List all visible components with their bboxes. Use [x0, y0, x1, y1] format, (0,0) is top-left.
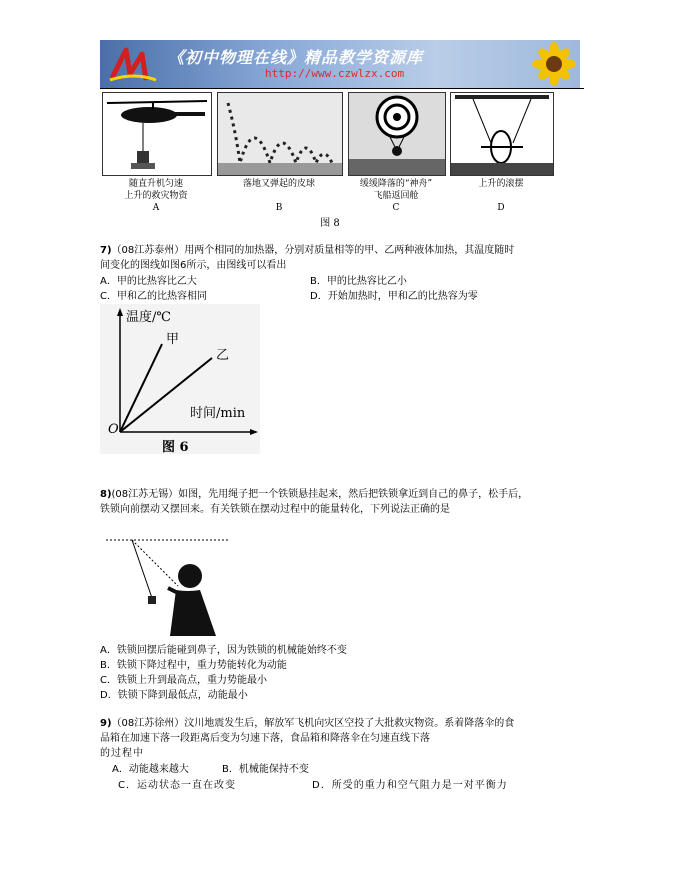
figure8-panel-c-image	[348, 92, 446, 176]
panel-letter: B	[275, 203, 283, 213]
graph-series2-label: 乙	[216, 348, 230, 363]
q9-option-c: C．运动状态一直在改变	[118, 780, 236, 791]
q7-option-b: B．甲的比热容比乙小	[310, 276, 407, 287]
q8-option-c: C．铁锁上升到最高点，重力势能最小	[100, 675, 267, 686]
bouncing-ball-icon	[218, 93, 342, 175]
q8-option-a: A．铁锁回摆后能碰到鼻子，因为铁锁的机械能始终不变	[100, 645, 347, 656]
q8-option-d: D．铁锁下降到最低点，动能最小	[100, 690, 248, 701]
figure6-graph	[100, 304, 260, 454]
figure8-label: 图 8	[320, 218, 340, 229]
caption-line: 缓缓降落的“神舟”	[359, 179, 433, 189]
graph-xlabel: 时间/min	[190, 406, 246, 421]
panel-letter: C	[392, 203, 400, 213]
q7-option-d: D．开始加热时，甲和乙的比热容为零	[310, 291, 478, 302]
y-axis-arrow	[117, 308, 123, 316]
helicopter-icon	[103, 93, 211, 175]
q9-option-d: D．所受的重力和空气阻力是一对平衡力	[312, 780, 508, 791]
figure8-panel-a-image	[102, 92, 212, 176]
header-rule	[100, 88, 584, 89]
header-title: 《初中物理在线》精品教学资源库	[168, 48, 424, 67]
graph-fig-label: 图 6	[162, 440, 189, 455]
q9-number: 9)	[100, 718, 112, 729]
caption-line: 飞船返回舱	[373, 191, 419, 201]
figure8-panel-b-image	[217, 92, 343, 176]
caption-line: 落地又弹起的皮球	[242, 179, 315, 189]
q9-stem-line3: 的过程中	[100, 748, 144, 759]
q7-number: 7)	[100, 245, 112, 256]
figure8-panel-d-caption	[450, 178, 552, 214]
q8-number: 8)	[100, 489, 112, 500]
q8-stem-line2: 铁锁向前摆动又摆回来。有关铁锁在摆动过程中的能量转化，下列说法正确的是	[100, 504, 450, 515]
q8-stem-line1	[100, 488, 528, 502]
q9-stem-line2: 品箱在加速下落一段距离后变为匀速下落，食品箱和降落伞在匀速直线下落	[100, 733, 430, 744]
header-banner	[100, 40, 580, 88]
q8-option-b: B．铁锁下降过程中，重力势能转化为动能	[100, 660, 287, 671]
logo-icon	[106, 44, 160, 84]
graph-ylabel: 温度/℃	[126, 310, 171, 325]
caption-line: 上升的滚摆	[478, 179, 524, 189]
q9-option-b: B．机械能保持不变	[222, 764, 309, 775]
pendulum-person-icon	[104, 532, 232, 640]
q9-stem-text: （08江苏徐州）汶川地震发生后，解放军飞机向灾区空投了大批救灾物资。系着降落伞的食	[111, 718, 515, 729]
figure6-svg	[100, 304, 260, 454]
sunflower-icon	[530, 42, 578, 86]
figure8-panel-a-caption	[102, 178, 210, 214]
graph-series1-label: 甲	[166, 332, 180, 347]
panel-letter: D	[497, 203, 505, 213]
q9-option-a: A．动能越来越大	[112, 764, 189, 775]
panel-letter: A	[152, 203, 160, 213]
series-jia-line	[120, 344, 162, 432]
q7-option-c: C．甲和乙的比热容相同	[100, 291, 207, 302]
q9-stem-line1	[100, 717, 514, 731]
parachute-capsule-icon	[349, 93, 445, 175]
q7-option-a: A．甲的比热容比乙大	[100, 276, 197, 287]
q7-stem-line2: 间变化的图线如图6所示，由图线可以看出	[100, 260, 287, 271]
figure8-panel-d-image	[450, 92, 554, 176]
x-axis-arrow	[250, 429, 258, 435]
figure8-panel-b-caption	[217, 178, 341, 214]
caption-line: 随直升机匀速	[128, 179, 183, 189]
q8-figure	[104, 532, 232, 640]
graph-origin: O	[108, 422, 119, 437]
header-url[interactable]: http://www.czwlzx.com	[265, 67, 405, 80]
caption-line: 上升的救灾物资	[124, 191, 188, 201]
q7-stem-text: （08江苏泰州）用两个相同的加热器，分别对质量相等的甲、乙两种液体加热，其温度随时	[111, 245, 515, 256]
q8-stem-text: (08江苏无锡）如图，先用绳子把一个铁锁悬挂起来，然后把铁锁拿近到自己的鼻子，松手后，	[111, 489, 529, 500]
q7-stem-line1	[100, 244, 514, 258]
maxwell-wheel-icon	[451, 93, 553, 175]
figure8-panel-c-caption	[348, 178, 444, 214]
